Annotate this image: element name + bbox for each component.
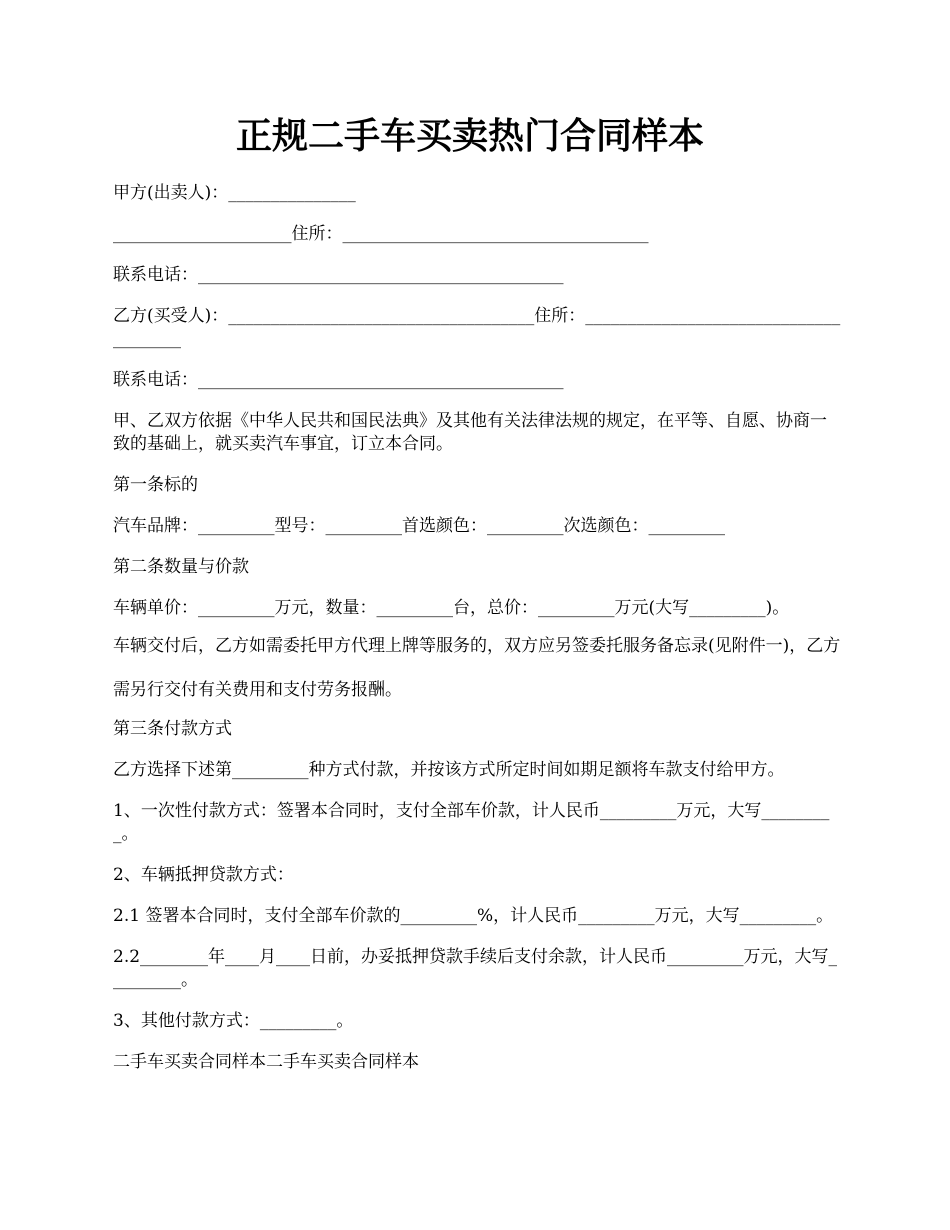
delivery-service-paragraph: 车辆交付后，乙方如需委托甲方代理上牌等服务的，双方应另签委托服务备忘录(见附件一)，乙方需另行交付有关费用和支付劳务报酬。 (113, 636, 841, 700)
mortgage-clause-2-2: 2.2________年____月____日前，办妥抵押贷款手续后支付余款，计人民币_________万元，大写_________。 (113, 947, 838, 990)
other-payment-line: 3、其他付款方式：_________。 (113, 1011, 354, 1031)
party-b-buyer-line: 乙方(买受人)：____________________________________住所：______________________________________ (113, 306, 841, 349)
mortgage-clause-2-1: 2.1 签署本合同时，支付全部车价款的_________%，计人民币_________万元，大写_________。 (113, 906, 834, 926)
article-3-heading: 第三条付款方式 (113, 719, 232, 739)
article-1-heading: 第一条标的 (113, 475, 198, 495)
party-b-phone-line: 联系电话：___________________________________________ (113, 370, 564, 390)
vehicle-info-line: 汽车品牌：_________型号：_________首选颜色：_________次选颜色：_________ (113, 516, 725, 536)
footer-sample-text: 二手车买卖合同样本二手车买卖合同样本 (113, 1052, 419, 1072)
price-line: 车辆单价：_________万元，数量：_________台，总价：_________万元(大写_________)。 (113, 598, 790, 618)
preamble-paragraph: 甲、乙双方依据《中华人民共和国民法典》及其他有关法律法规的规定，在平等、自愿、协商一致的基础上，就买卖汽车事宜，订立本合同。 (113, 411, 827, 454)
document-page (113, 108, 843, 1092)
party-a-seller-line: 甲方(出卖人)：_______________ (113, 183, 356, 203)
mortgage-payment-heading: 2、车辆抵押贷款方式： (113, 865, 294, 885)
document-title: 正规二手车买卖热门合同样本 (235, 115, 704, 157)
payment-choice-line: 乙方选择下述第_________种方式付款，并按该方式所定时间如期足额将车款支付给甲方。 (113, 760, 785, 780)
article-2-heading: 第二条数量与价款 (113, 557, 249, 577)
party-a-address-line: _____________________住所：____________________________________ (113, 224, 649, 244)
lump-sum-payment-line: 1、一次性付款方式：签署本合同时，支付全部车价款，计人民币_________万元，大写_________。 (113, 801, 830, 844)
party-a-phone-line: 联系电话：___________________________________________ (113, 265, 564, 285)
